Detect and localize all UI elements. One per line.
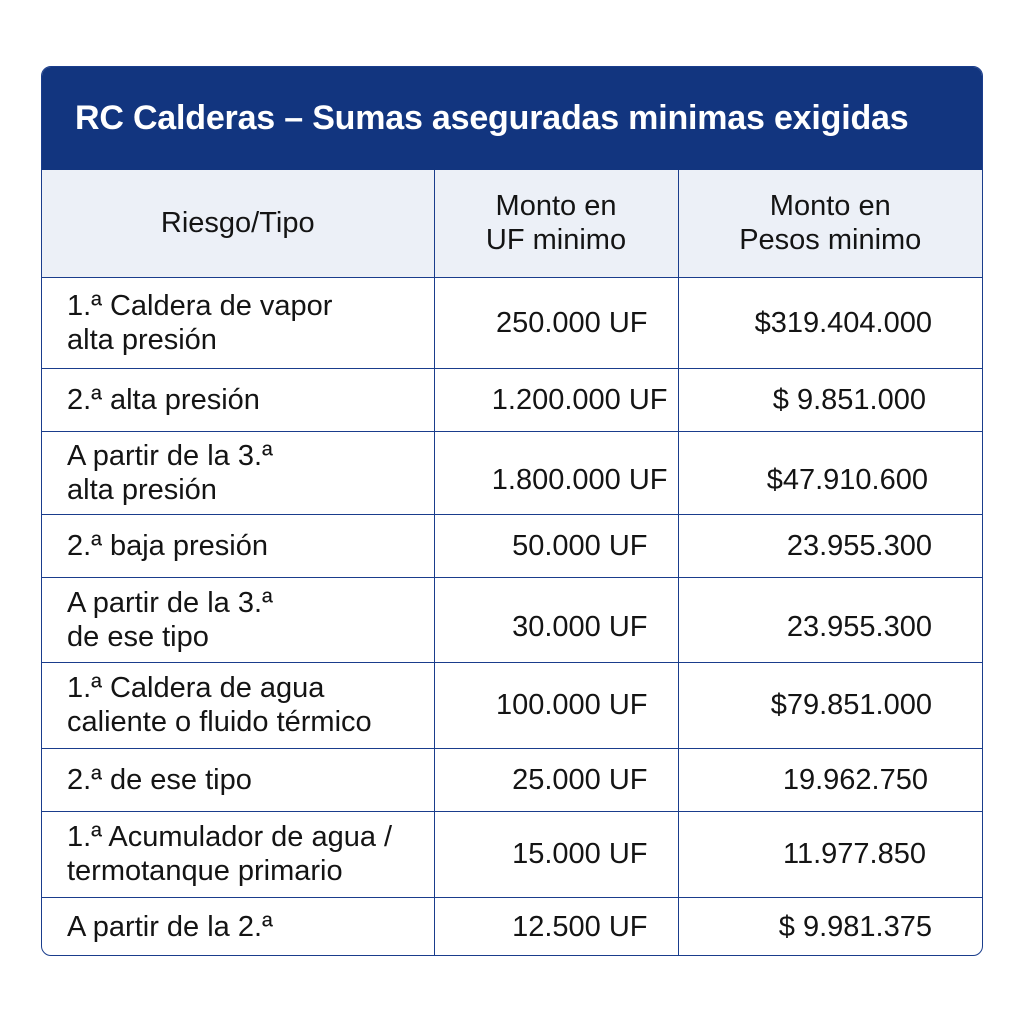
riesgo-text-line2: alta presión: [67, 473, 217, 506]
riesgo-cell: [42, 514, 434, 577]
riesgo-cell: [42, 368, 434, 431]
insurance-table: [42, 170, 982, 956]
uf-cell: 1.200.000 UF: [434, 368, 678, 431]
riesgo-text-line1: 1.ª Caldera de agua: [67, 672, 325, 704]
table-row: [42, 811, 982, 897]
table-row: [42, 431, 982, 514]
column-header-uf: [434, 170, 678, 277]
riesgo-text-line1: 2.ª de ese tipo: [67, 763, 252, 796]
riesgo-cell: [42, 811, 434, 897]
riesgo-cell: [42, 577, 434, 662]
pesos-cell: $47.910.600: [678, 431, 982, 514]
pesos-cell: 11.977.850: [678, 811, 982, 897]
uf-cell: 250.000 UF: [434, 277, 678, 368]
table-row: [42, 368, 982, 431]
table-row: [42, 277, 982, 368]
pesos-cell: $319.404.000: [678, 277, 982, 368]
riesgo-text-line1: A partir de la 3.ª: [67, 439, 273, 472]
pesos-cell: $79.851.000: [678, 662, 982, 748]
riesgo-text-line2: de ese tipo: [67, 620, 209, 653]
riesgo-text-line1: 2.ª baja presión: [67, 529, 268, 562]
uf-cell: 25.000 UF: [434, 748, 678, 811]
title-bar: [42, 67, 982, 170]
column-header-uf-line2: UF minimo: [485, 224, 627, 257]
riesgo-cell: [42, 662, 434, 748]
column-header-uf-line1: Monto en: [495, 190, 617, 223]
riesgo-text-line2: alta presión: [67, 323, 217, 356]
header-row: [42, 170, 982, 277]
uf-cell: 1.800.000 UF: [434, 431, 678, 514]
uf-cell: 30.000 UF: [434, 577, 678, 662]
column-header-pesos: [678, 170, 982, 277]
riesgo-text-line1: 1.ª Caldera de vapor: [67, 289, 333, 322]
uf-cell: 50.000 UF: [434, 514, 678, 577]
riesgo-cell: [42, 277, 434, 368]
uf-cell: 100.000 UF: [434, 662, 678, 748]
table-row: [42, 897, 982, 956]
pesos-cell: 19.962.750: [678, 748, 982, 811]
column-header-pesos-line1: Monto en: [769, 190, 891, 223]
table-row: [42, 514, 982, 577]
column-header-riesgo: [42, 170, 434, 277]
table-title: RC Calderas – Sumas aseguradas minimas exigidas: [75, 99, 909, 137]
table-row: [42, 577, 982, 662]
riesgo-text-line1: A partir de la 3.ª: [67, 586, 273, 619]
riesgo-text-line2: termotanque primario: [67, 855, 343, 887]
uf-cell: 12.500 UF: [434, 897, 678, 956]
table-card: [41, 66, 983, 956]
pesos-cell: $ 9.851.000: [678, 368, 982, 431]
riesgo-cell: [42, 431, 434, 514]
table-row: [42, 662, 982, 748]
pesos-cell: $ 9.981.375: [678, 897, 982, 956]
uf-cell: 15.000 UF: [434, 811, 678, 897]
riesgo-text-line1: 2.ª alta presión: [67, 383, 260, 416]
riesgo-text-line2: caliente o fluido térmico: [67, 706, 372, 738]
pesos-cell: 23.955.300: [678, 577, 982, 662]
riesgo-text-line1: 1.ª Acumulador de agua /: [67, 821, 393, 853]
pesos-cell: 23.955.300: [678, 514, 982, 577]
riesgo-cell: [42, 897, 434, 956]
riesgo-cell: [42, 748, 434, 811]
riesgo-text-line1: A partir de la 2.ª: [67, 911, 273, 944]
column-header-pesos-line2: Pesos minimo: [739, 224, 922, 257]
column-header-riesgo-label: Riesgo/Tipo: [160, 207, 315, 240]
table-row: [42, 748, 982, 811]
